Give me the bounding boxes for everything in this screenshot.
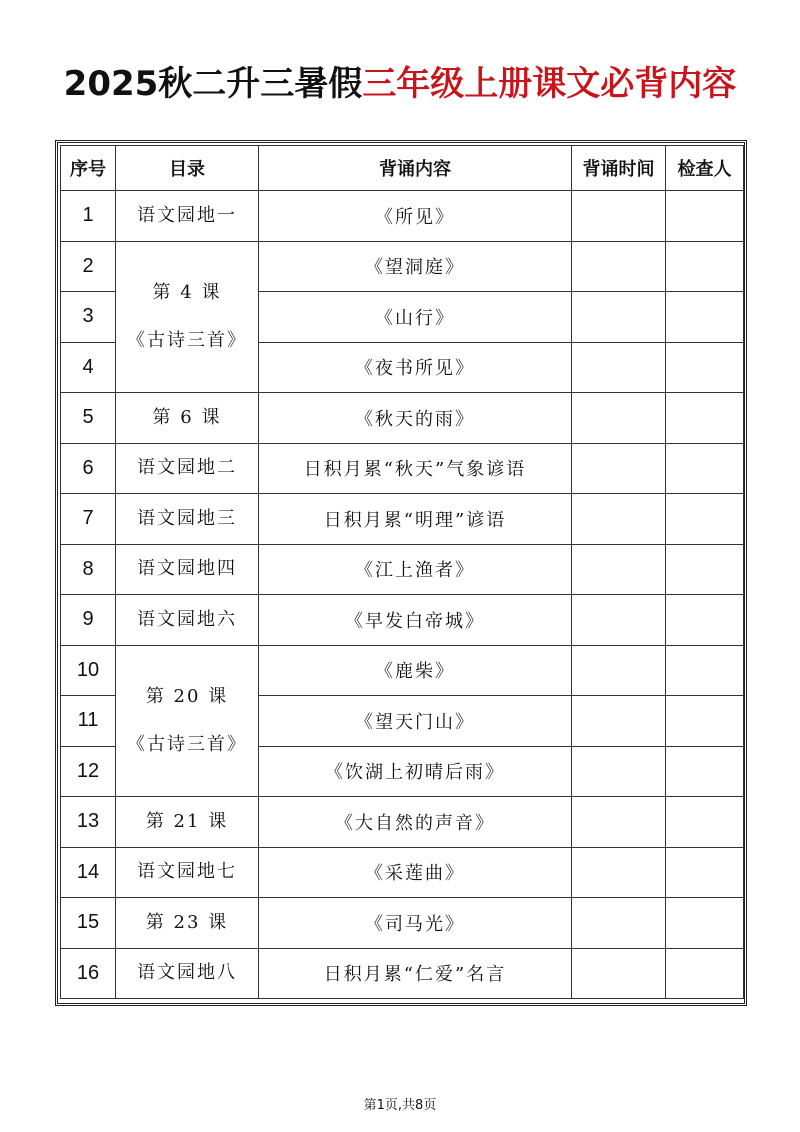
table-row — [61, 443, 744, 494]
row-directory — [116, 797, 259, 848]
header-index: 序号 — [61, 146, 116, 191]
table-row — [61, 898, 744, 949]
row-index: 6 — [61, 443, 116, 494]
row-directory — [116, 898, 259, 949]
directory-line: 语文园地八 — [137, 962, 237, 984]
table-row — [61, 393, 744, 444]
row-checker-cell[interactable] — [666, 494, 744, 545]
directory-line: 第 23 课 — [145, 911, 229, 933]
table-header-row — [61, 146, 744, 191]
row-checker-cell[interactable] — [666, 696, 744, 747]
row-recite-time-cell[interactable] — [572, 241, 666, 292]
row-index: 14 — [61, 847, 116, 898]
table-body — [61, 191, 744, 999]
row-checker-cell[interactable] — [666, 443, 744, 494]
row-checker-cell[interactable] — [666, 645, 744, 696]
row-directory — [116, 191, 259, 242]
row-recite-time-cell[interactable] — [572, 443, 666, 494]
title-black-part: 2025秋二升三暑假 — [63, 64, 363, 104]
row-index: 13 — [61, 797, 116, 848]
directory-line: 第 6 课 — [152, 406, 222, 428]
row-index: 4 — [61, 342, 116, 393]
row-directory — [116, 494, 259, 545]
row-checker-cell[interactable] — [666, 898, 744, 949]
row-index: 8 — [61, 544, 116, 595]
row-content: 日积月累“秋天”气象谚语 — [259, 443, 572, 494]
directory-line: 语文园地六 — [137, 608, 237, 630]
header-directory: 目录 — [116, 146, 259, 191]
row-directory — [116, 443, 259, 494]
row-index: 15 — [61, 898, 116, 949]
row-content: 《采莲曲》 — [259, 847, 572, 898]
row-content: 《饮湖上初晴后雨》 — [259, 746, 572, 797]
table-row — [61, 948, 744, 999]
row-recite-time-cell[interactable] — [572, 544, 666, 595]
row-recite-time-cell[interactable] — [572, 342, 666, 393]
row-recite-time-cell[interactable] — [572, 292, 666, 343]
directory-line: 第 20 课 — [145, 685, 229, 707]
row-content: 《大自然的声音》 — [259, 797, 572, 848]
directory-line: 《古诗三首》 — [127, 329, 247, 351]
table-row — [61, 494, 744, 545]
row-index: 12 — [61, 746, 116, 797]
row-index: 3 — [61, 292, 116, 343]
row-directory — [116, 241, 259, 393]
row-directory — [116, 948, 259, 999]
row-index: 9 — [61, 595, 116, 646]
row-directory — [116, 645, 259, 797]
row-directory — [116, 847, 259, 898]
row-checker-cell[interactable] — [666, 797, 744, 848]
directory-line: 第 21 课 — [145, 810, 229, 832]
row-content: 《早发白帝城》 — [259, 595, 572, 646]
title-red-part: 三年级上册课文必背内容 — [362, 64, 737, 104]
header-content: 背诵内容 — [259, 146, 572, 191]
directory-line: 语文园地三 — [137, 507, 237, 529]
row-content: 《所见》 — [259, 191, 572, 242]
directory-line: 语文园地七 — [137, 861, 237, 883]
directory-line: 语文园地二 — [137, 457, 237, 479]
page-footer: 第1页,共8页 — [363, 1098, 437, 1113]
row-content: 《司马光》 — [259, 898, 572, 949]
row-content: 《望洞庭》 — [259, 241, 572, 292]
header-recite-time: 背诵时间 — [572, 146, 666, 191]
row-index: 11 — [61, 696, 116, 747]
table-row — [61, 797, 744, 848]
row-content: 日积月累“仁爱”名言 — [259, 948, 572, 999]
row-recite-time-cell[interactable] — [572, 494, 666, 545]
row-checker-cell[interactable] — [666, 847, 744, 898]
row-content: 日积月累“明理”谚语 — [259, 494, 572, 545]
row-checker-cell[interactable] — [666, 544, 744, 595]
row-content: 《夜书所见》 — [259, 342, 572, 393]
row-content: 《秋天的雨》 — [259, 393, 572, 444]
row-recite-time-cell[interactable] — [572, 191, 666, 242]
row-recite-time-cell[interactable] — [572, 898, 666, 949]
row-content: 《山行》 — [259, 292, 572, 343]
row-index: 1 — [61, 191, 116, 242]
recitation-table — [60, 145, 744, 999]
directory-line: 第 4 课 — [152, 281, 222, 303]
row-index: 10 — [61, 645, 116, 696]
row-directory — [116, 393, 259, 444]
row-directory — [116, 595, 259, 646]
directory-line: 《古诗三首》 — [127, 733, 247, 755]
row-index: 5 — [61, 393, 116, 444]
row-index: 2 — [61, 241, 116, 292]
row-content: 《望天门山》 — [259, 696, 572, 747]
row-recite-time-cell[interactable] — [572, 948, 666, 999]
row-content: 《鹿柴》 — [259, 645, 572, 696]
header-checker: 检查人 — [666, 146, 744, 191]
row-recite-time-cell[interactable] — [572, 847, 666, 898]
row-recite-time-cell[interactable] — [572, 393, 666, 444]
row-recite-time-cell[interactable] — [572, 746, 666, 797]
row-checker-cell[interactable] — [666, 342, 744, 393]
row-checker-cell[interactable] — [666, 241, 744, 292]
table-row — [61, 847, 744, 898]
row-directory — [116, 544, 259, 595]
page-title — [0, 56, 800, 105]
row-checker-cell[interactable] — [666, 595, 744, 646]
row-checker-cell[interactable] — [666, 191, 744, 242]
row-recite-time-cell[interactable] — [572, 696, 666, 747]
table-row — [61, 191, 744, 242]
table-row — [61, 544, 744, 595]
directory-line: 语文园地四 — [137, 558, 237, 580]
directory-line: 语文园地一 — [137, 204, 237, 226]
row-recite-time-cell[interactable] — [572, 645, 666, 696]
row-checker-cell[interactable] — [666, 292, 744, 343]
table-row — [61, 645, 744, 696]
row-content: 《江上渔者》 — [259, 544, 572, 595]
row-checker-cell[interactable] — [666, 393, 744, 444]
table-row — [61, 241, 744, 292]
row-index: 16 — [61, 948, 116, 999]
table-row — [61, 595, 744, 646]
row-checker-cell[interactable] — [666, 746, 744, 797]
row-index: 7 — [61, 494, 116, 545]
row-recite-time-cell[interactable] — [572, 595, 666, 646]
row-checker-cell[interactable] — [666, 948, 744, 999]
row-recite-time-cell[interactable] — [572, 797, 666, 848]
